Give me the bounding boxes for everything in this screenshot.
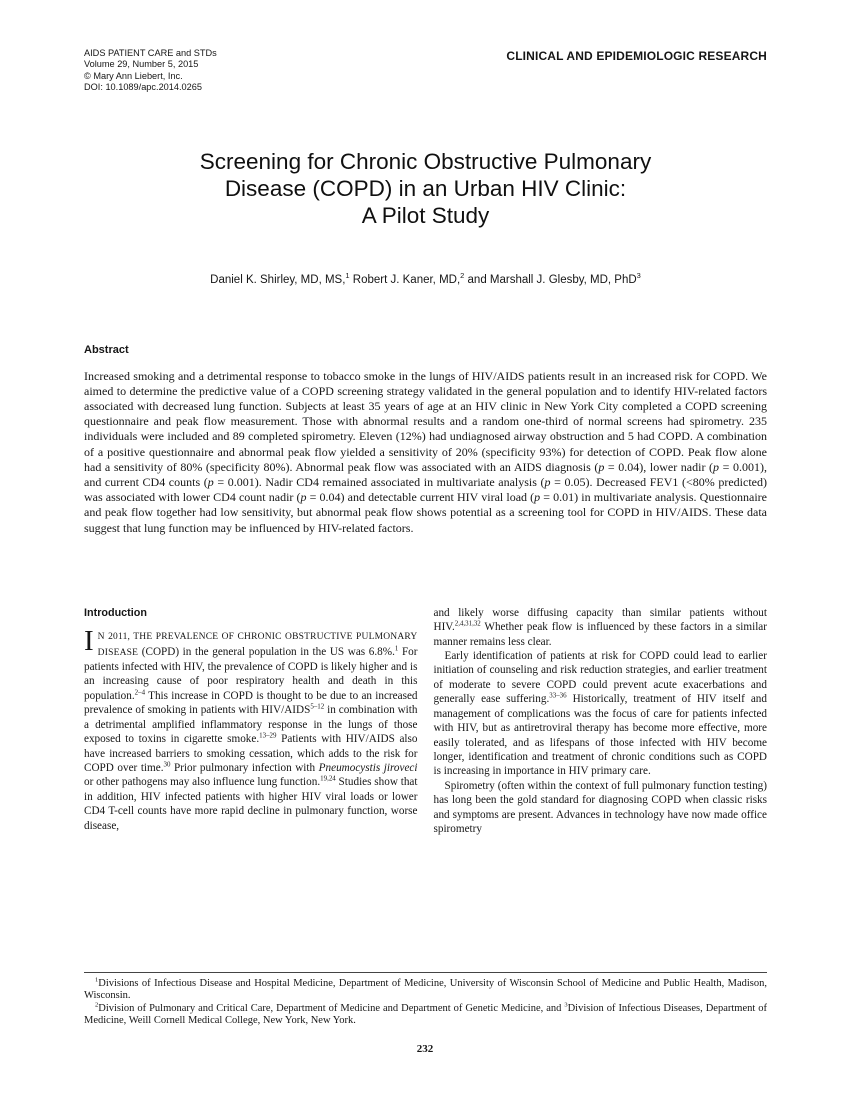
abstract-heading: Abstract — [84, 343, 129, 356]
dropcap-letter: I — [84, 625, 94, 658]
journal-volume-line: Volume 29, Number 5, 2015 — [84, 59, 199, 70]
intro-paragraph-3: Early identification of patients at risk for COPD could lead to earlier initiation of counseling and risk reduction strategies, and earlier treatment of moderate to severe COPD could prevent acute exacerbations and generally ease suffering.$^{33-36}$ Historically, treatment of HIV itself and management of complications was the focus of care for patients infected with HIV, but as antiretroviral therapy has become more effective, more easily tolerated, and as lifespans of those infected with HIV become longer, identification and treatment of chronic conditions such as COPD is increasing in importance in HIV primary care. — [433, 650, 767, 778]
author-1: Daniel K. Shirley, MD, MS, — [210, 273, 346, 286]
journal-name: AIDS PATIENT CARE and STDs — [84, 48, 217, 58]
footnote-divider — [84, 972, 767, 973]
intro-paragraph-2: and likely worse diffusing capacity than similar patients without HIV.$^{2,4,31,32}$ Whether peak flow is influenced by these factors in a similar manner remains less clear. — [433, 606, 767, 648]
right-column — [434, 606, 768, 837]
affiliation-footnotes — [84, 978, 767, 1028]
abstract-text: Increased smoking and a detrimental response to tobacco smoke in the lungs of HIV/AIDS patients result in an increased risk for COPD. We aimed to determine the predictive value of a COPD screening strategy validated in the general population and to identify HIV-related factors associated with decreased lung function. Subjects at least 35 years of age at an HIV clinic in New York City completed a COPD screening questionnaire and peak flow measurement. Those with abnormal results and a random one-third of normal screens had spirometry. 235 individuals were included and 89 completed spirometry. Eleven (12%) had undiagnosed airway obstruction and 5 had COPD. A combination of a positive questionnaire and abnormal peak flow yielded a sensitivity of 20% (specificity 93%) for detection of COPD. Peak flow alone had a sensitivity of 80% (specificity 80%). Abnormal peak flow was associated with an AIDS diagnosis (p = 0.04), lower nadir (p = 0.001), and current CD4 counts (p = 0.001). Nadir CD4 remained associated in multivariate analysis (p = 0.05). Decreased FEV1 (<80% predicted) was associated with lower CD4 count nadir (p = 0.04) and detectable current HIV viral load (p = 0.01) in multivariate analysis. Questionnaire and peak flow together had low sensitivity, but abnormal peak flow shows potential as a screening tool for COPD in HIV/AIDS. These data suggest that lung function may be influenced by HIV-related factors. — [84, 368, 767, 535]
article-title — [84, 148, 767, 229]
masthead — [84, 48, 767, 94]
intro-paragraph-1-text: N 2011, THE PREVALENCE OF CHRONIC OBSTRUCTIVE PULMONARY DISEASE (COPD) in the general population in the US was 6.8%.$^1$ For patients infected with HIV, the prevalence of COPD is likely higher and is an increasing cause of poor respiratory health and death in this population.$^{2-4}$ This increase in COPD is thought to be due to an increased prevalence of smoking in patients with HIV/AIDS$^{5-12}$ in combination with a detrimental amplified inflammatory response in the lungs of those exposed to toxins in cigarette smoke.$^{13-29}$ Patients with HIV/AIDS also have increased barriers to smoking cessation, which adds to the risk for COPD over time.$^{30}$ Prior pulmonary infection with Pneumocystis jiroveci or other pathogens may also influence lung function.$^{19,24}$ Studies show that in addition, HIV infected patients with higher HIV viral loads or lower CD4 T-cell counts have more rapid decline in pulmonary function, worse disease, — [84, 632, 418, 832]
journal-doi: DOI: 10.1089/apc.2014.0265 — [84, 82, 202, 93]
author-1-affiliation-mark: 1 — [345, 270, 350, 280]
affiliation-footnote-1: $^1$Divisions of Infectious Disease and Hospital Medicine, Department of Medicine, University of Wisconsin School of Medicine and Public Health, Madison, Wisconsin. — [84, 976, 767, 1002]
title-line-3: A Pilot Study — [361, 202, 490, 228]
introduction-heading: Introduction — [84, 606, 147, 619]
author-2: Robert J. Kaner, MD, — [349, 273, 461, 286]
author-3-affiliation-mark: 3 — [636, 270, 641, 280]
journal-info-block — [84, 48, 217, 94]
title-line-2: Disease (COPD) in an Urban HIV Clinic: — [224, 175, 627, 201]
article-section-label: CLINICAL AND EPIDEMIOLOGIC RESEARCH — [506, 49, 767, 63]
author-line — [84, 270, 767, 286]
author-2-affiliation-mark: 2 — [460, 270, 465, 280]
affiliation-footnote-2: $^2$Division of Pulmonary and Critical Care, Department of Medicine and Department of Genetic Medicine, and $^3$Division of Infectious Diseases, Department of Medicine, Weill Cornell Medical College, New York, New York. — [84, 1001, 767, 1027]
page-number: 232 — [416, 1043, 434, 1055]
left-column — [84, 606, 418, 837]
journal-copyright: © Mary Ann Liebert, Inc. — [84, 70, 183, 81]
intro-paragraph-1 — [84, 625, 418, 833]
author-3: and Marshall J. Glesby, MD, PhD — [464, 273, 637, 286]
two-column-body — [84, 606, 767, 837]
footnote-area — [84, 972, 767, 1028]
intro-paragraph-4: Spirometry (often within the context of full pulmonary function testing) has long been the gold standard for diagnosing COPD when classic risks and symptoms are present. Advances in technology have now made office spirometry — [433, 779, 767, 835]
title-line-1: Screening for Chronic Obstructive Pulmonary — [199, 148, 652, 174]
